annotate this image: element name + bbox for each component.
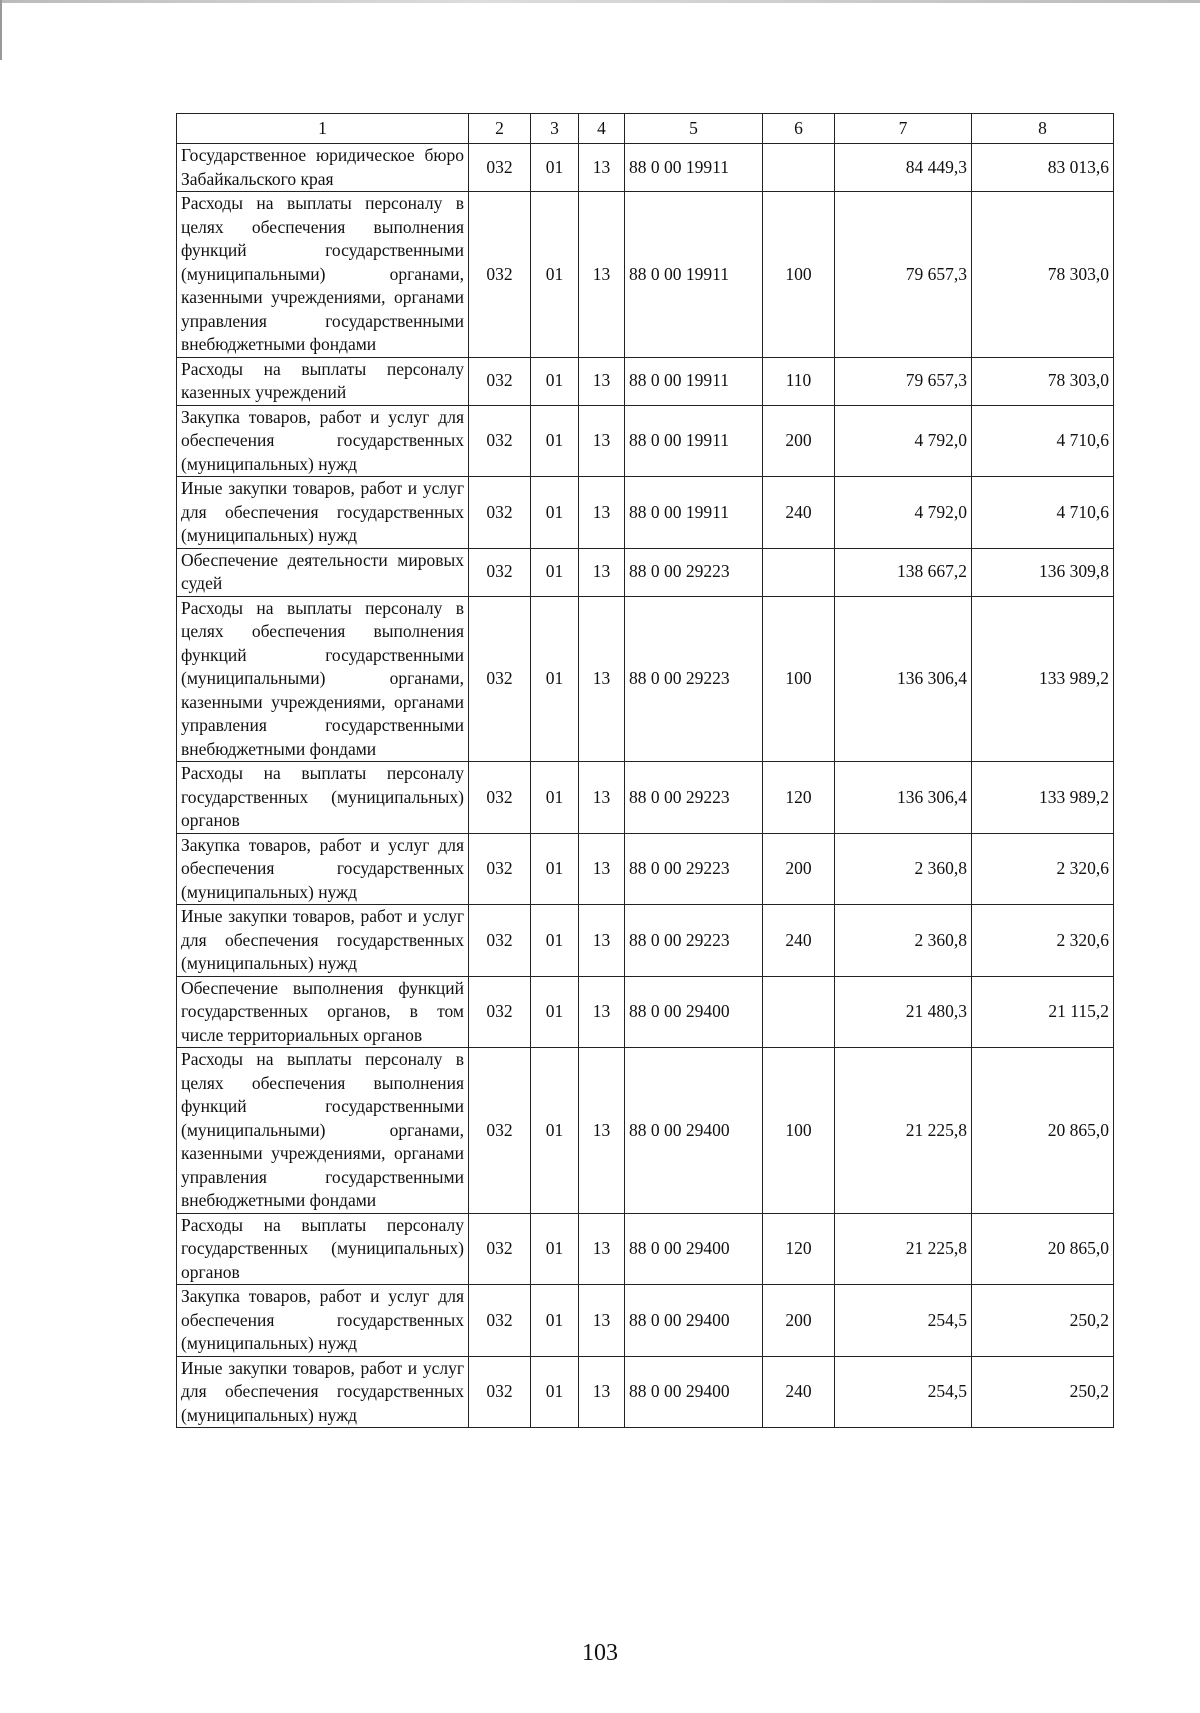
row-csr: 88 0 00 29223 (625, 762, 763, 834)
row-gr: 032 (469, 144, 531, 192)
row-pr: 13 (579, 833, 625, 905)
table-row (177, 548, 1114, 596)
row-y1: 79 657,3 (835, 357, 972, 405)
header-col-1: 1 (177, 114, 469, 144)
row-gr: 032 (469, 357, 531, 405)
row-rz: 01 (531, 477, 579, 549)
row-rz: 01 (531, 1356, 579, 1428)
table-row (177, 1356, 1114, 1428)
row-rz: 01 (531, 405, 579, 477)
row-vr: 200 (763, 1285, 835, 1357)
row-csr: 88 0 00 29400 (625, 1285, 763, 1357)
row-vr (763, 144, 835, 192)
row-name: Расходы на выплаты персоналу государственных (муниципальных) органов (177, 1213, 469, 1285)
row-pr: 13 (579, 1213, 625, 1285)
row-rz: 01 (531, 192, 579, 358)
row-y1: 138 667,2 (835, 548, 972, 596)
row-pr: 13 (579, 405, 625, 477)
row-y1: 21 480,3 (835, 976, 972, 1048)
row-vr: 240 (763, 905, 835, 977)
row-y2: 136 309,8 (972, 548, 1114, 596)
row-pr: 13 (579, 596, 625, 762)
row-rz: 01 (531, 596, 579, 762)
row-pr: 13 (579, 477, 625, 549)
row-csr: 88 0 00 29400 (625, 1213, 763, 1285)
row-y1: 4 792,0 (835, 405, 972, 477)
row-y1: 2 360,8 (835, 833, 972, 905)
row-vr: 110 (763, 357, 835, 405)
row-y1: 79 657,3 (835, 192, 972, 358)
row-y1: 4 792,0 (835, 477, 972, 549)
row-vr: 100 (763, 192, 835, 358)
header-row (177, 114, 1114, 144)
budget-table (176, 113, 1114, 1428)
row-gr: 032 (469, 596, 531, 762)
row-csr: 88 0 00 29400 (625, 1048, 763, 1214)
row-y2: 250,2 (972, 1285, 1114, 1357)
row-name: Расходы на выплаты персоналу в целях обеспечения выполнения функций государственными (муниципальными) органами, казенными учреждениями, органами управления государственными внебюджетными фондами (177, 192, 469, 358)
row-vr: 100 (763, 596, 835, 762)
row-y2: 20 865,0 (972, 1048, 1114, 1214)
row-gr: 032 (469, 1048, 531, 1214)
row-rz: 01 (531, 976, 579, 1048)
row-pr: 13 (579, 1048, 625, 1214)
row-vr (763, 548, 835, 596)
table-row (177, 1285, 1114, 1357)
row-name: Закупка товаров, работ и услуг для обеспечения государственных (муниципальных) нужд (177, 405, 469, 477)
row-csr: 88 0 00 29223 (625, 833, 763, 905)
row-csr: 88 0 00 29400 (625, 1356, 763, 1428)
row-y2: 20 865,0 (972, 1213, 1114, 1285)
table-row (177, 405, 1114, 477)
header-col-3: 3 (531, 114, 579, 144)
table-row (177, 1048, 1114, 1214)
row-rz: 01 (531, 144, 579, 192)
row-vr: 120 (763, 1213, 835, 1285)
row-csr: 88 0 00 19911 (625, 192, 763, 358)
row-gr: 032 (469, 477, 531, 549)
row-y1: 21 225,8 (835, 1213, 972, 1285)
row-y2: 4 710,6 (972, 405, 1114, 477)
row-csr: 88 0 00 19911 (625, 405, 763, 477)
row-rz: 01 (531, 1213, 579, 1285)
row-vr: 200 (763, 833, 835, 905)
header-col-6: 6 (763, 114, 835, 144)
row-pr: 13 (579, 192, 625, 358)
row-csr: 88 0 00 29223 (625, 905, 763, 977)
header-col-7: 7 (835, 114, 972, 144)
row-csr: 88 0 00 29223 (625, 596, 763, 762)
row-gr: 032 (469, 1285, 531, 1357)
row-gr: 032 (469, 833, 531, 905)
row-name: Расходы на выплаты персоналу государственных (муниципальных) органов (177, 762, 469, 834)
row-pr: 13 (579, 1285, 625, 1357)
scan-edge-top (0, 0, 1200, 3)
row-name: Государственное юридическое бюро Забайкальского края (177, 144, 469, 192)
row-y2: 78 303,0 (972, 192, 1114, 358)
row-gr: 032 (469, 1356, 531, 1428)
row-y2: 4 710,6 (972, 477, 1114, 549)
row-y1: 254,5 (835, 1285, 972, 1357)
row-name: Обеспечение выполнения функций государственных органов, в том числе территориальных органов (177, 976, 469, 1048)
row-csr: 88 0 00 29400 (625, 976, 763, 1048)
header-col-4: 4 (579, 114, 625, 144)
table-body (177, 144, 1114, 1428)
row-name: Обеспечение деятельности мировых судей (177, 548, 469, 596)
row-gr: 032 (469, 192, 531, 358)
page-number: 103 (582, 1640, 618, 1666)
row-gr: 032 (469, 405, 531, 477)
row-pr: 13 (579, 905, 625, 977)
table-row (177, 1213, 1114, 1285)
row-vr: 200 (763, 405, 835, 477)
table-row (177, 976, 1114, 1048)
row-gr: 032 (469, 1213, 531, 1285)
row-name: Расходы на выплаты персоналу в целях обеспечения выполнения функций государственными (муниципальными) органами, казенными учреждениями, органами управления государственными внебюджетными фондами (177, 1048, 469, 1214)
row-y1: 84 449,3 (835, 144, 972, 192)
row-y2: 21 115,2 (972, 976, 1114, 1048)
row-name: Расходы на выплаты персоналу в целях обеспечения выполнения функций государственными (муниципальными) органами, казенными учреждениями, органами управления государственными внебюджетными фондами (177, 596, 469, 762)
row-name: Иные закупки товаров, работ и услуг для обеспечения государственных (муниципальных) нужд (177, 1356, 469, 1428)
row-vr: 120 (763, 762, 835, 834)
row-rz: 01 (531, 833, 579, 905)
header-col-2: 2 (469, 114, 531, 144)
row-pr: 13 (579, 144, 625, 192)
table-row (177, 357, 1114, 405)
row-csr: 88 0 00 29223 (625, 548, 763, 596)
row-rz: 01 (531, 548, 579, 596)
row-pr: 13 (579, 1356, 625, 1428)
row-rz: 01 (531, 762, 579, 834)
table-row (177, 144, 1114, 192)
row-y2: 133 989,2 (972, 762, 1114, 834)
row-vr: 240 (763, 1356, 835, 1428)
row-y2: 250,2 (972, 1356, 1114, 1428)
row-y2: 2 320,6 (972, 833, 1114, 905)
row-rz: 01 (531, 1285, 579, 1357)
row-name: Закупка товаров, работ и услуг для обеспечения государственных (муниципальных) нужд (177, 833, 469, 905)
row-rz: 01 (531, 905, 579, 977)
row-pr: 13 (579, 762, 625, 834)
table-header (177, 114, 1114, 144)
table-row (177, 905, 1114, 977)
row-vr: 100 (763, 1048, 835, 1214)
row-y1: 21 225,8 (835, 1048, 972, 1214)
row-y2: 83 013,6 (972, 144, 1114, 192)
row-gr: 032 (469, 976, 531, 1048)
table-row (177, 762, 1114, 834)
table-row (177, 596, 1114, 762)
row-y2: 133 989,2 (972, 596, 1114, 762)
row-y2: 2 320,6 (972, 905, 1114, 977)
row-pr: 13 (579, 548, 625, 596)
row-y1: 2 360,8 (835, 905, 972, 977)
row-gr: 032 (469, 548, 531, 596)
row-y1: 136 306,4 (835, 762, 972, 834)
table-row (177, 833, 1114, 905)
row-pr: 13 (579, 976, 625, 1048)
row-gr: 032 (469, 762, 531, 834)
row-csr: 88 0 00 19911 (625, 357, 763, 405)
table-row (177, 192, 1114, 358)
row-vr: 240 (763, 477, 835, 549)
row-name: Закупка товаров, работ и услуг для обеспечения государственных (муниципальных) нужд (177, 1285, 469, 1357)
row-rz: 01 (531, 357, 579, 405)
table-row (177, 477, 1114, 549)
row-y2: 78 303,0 (972, 357, 1114, 405)
row-name: Иные закупки товаров, работ и услуг для обеспечения государственных (муниципальных) нужд (177, 477, 469, 549)
row-name: Иные закупки товаров, работ и услуг для обеспечения государственных (муниципальных) нужд (177, 905, 469, 977)
header-col-5: 5 (625, 114, 763, 144)
row-y1: 254,5 (835, 1356, 972, 1428)
row-name: Расходы на выплаты персоналу казенных учреждений (177, 357, 469, 405)
row-pr: 13 (579, 357, 625, 405)
row-gr: 032 (469, 905, 531, 977)
row-csr: 88 0 00 19911 (625, 144, 763, 192)
row-vr (763, 976, 835, 1048)
row-csr: 88 0 00 19911 (625, 477, 763, 549)
scan-edge-left (0, 0, 2, 60)
header-col-8: 8 (972, 114, 1114, 144)
row-rz: 01 (531, 1048, 579, 1214)
row-y1: 136 306,4 (835, 596, 972, 762)
